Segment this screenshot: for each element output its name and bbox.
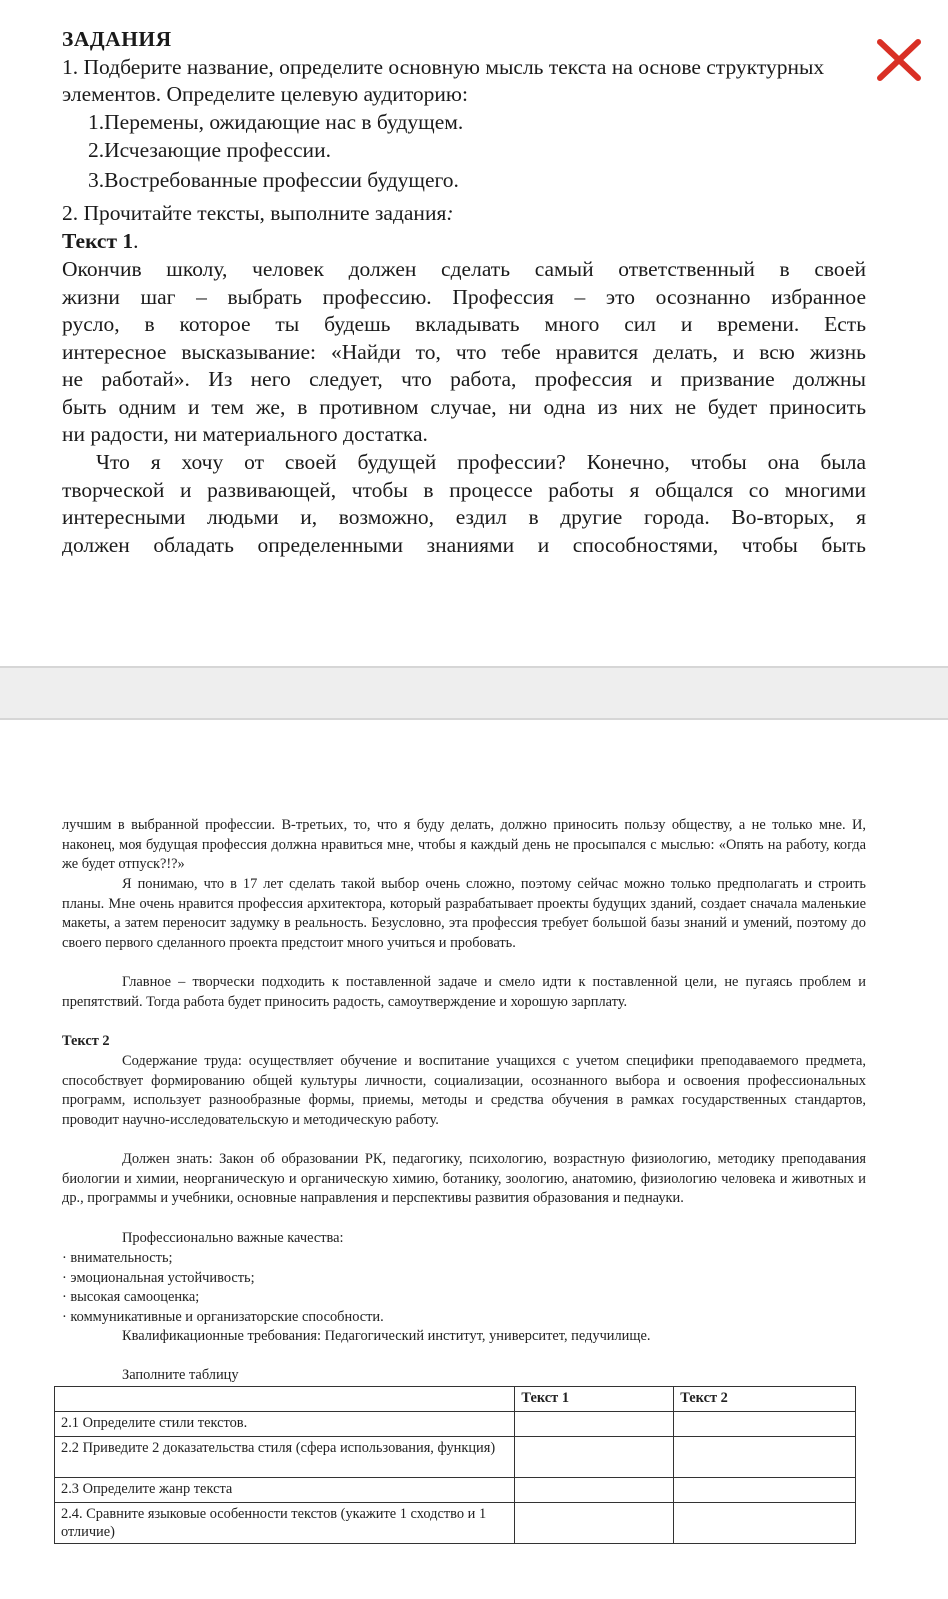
table-header-row xyxy=(55,1387,856,1412)
option-1: 1.Перемены, ожидающие нас в будущем. xyxy=(88,110,464,134)
tasks-heading: ЗАДАНИЯ xyxy=(62,27,172,51)
quality-item: · внимательность; xyxy=(62,1250,173,1266)
table-header-text-1: Текст 1 xyxy=(515,1387,674,1412)
table-answer-cell[interactable] xyxy=(674,1478,856,1503)
table-row xyxy=(55,1478,856,1503)
page-two xyxy=(0,716,948,1599)
quality-item: · коммуникативные и организаторские способности. xyxy=(62,1309,384,1325)
text-line: жизни шаг – выбрать профессию. Профессия – это осознанно избранное xyxy=(62,284,866,309)
text-line: Что я хочу от своей будущей профессии? Конечно, чтобы она была xyxy=(96,450,866,474)
text-line: быть одним и тем же, в противном случае, ни одна из них не будет приносить xyxy=(62,394,866,419)
option-2: 2.Исчезающие профессии. xyxy=(88,138,331,162)
table-answer-cell[interactable] xyxy=(674,1437,856,1478)
quality-item: · высокая самооценка; xyxy=(62,1289,200,1305)
table-row xyxy=(55,1503,856,1544)
text-1-continuation: лучшим в выбранной профессии. В-третьих, то, что я буду делать, должно приносить пользу обществу, а не только мне. И, наконец, моя будущая профессия должна нравиться мне, чтобы я каждый день не просыпался с мыслью: «Опять на работу, когда же будет отпуск?!?» xyxy=(62,817,866,873)
text-line: ни радости, ни материального достатка. xyxy=(62,422,428,446)
text-line: интересными людьми и, возможно, ездил в другие города. Во-вторых, я xyxy=(62,505,866,529)
option-3: 3.Востребованные профессии будущего. xyxy=(88,168,459,192)
table-header-empty xyxy=(55,1387,515,1412)
text-line: должен обладать определенными знаниями и способностями, чтобы быть xyxy=(62,532,866,557)
qualification-requirements: Квалификационные требования: Педагогический институт, университет, педучилище. xyxy=(122,1328,651,1344)
text-1-paragraph-1 xyxy=(62,256,866,449)
table-answer-cell[interactable] xyxy=(515,1503,674,1544)
table-answer-cell[interactable] xyxy=(515,1478,674,1503)
text-line: Окончив школу, человек должен сделать самый ответственный в своей xyxy=(62,257,866,281)
table-header-text-2: Текст 2 xyxy=(674,1387,856,1412)
text-1-paragraph-2 xyxy=(62,449,866,559)
table-answer-cell[interactable] xyxy=(515,1412,674,1437)
table-row-question: 2.2 Приведите 2 доказательства стиля (сфера использования, функция) xyxy=(55,1437,515,1478)
table-answer-cell[interactable] xyxy=(674,1503,856,1544)
table-row xyxy=(55,1412,856,1437)
table-row-question: 2.1 Определите стили текстов. xyxy=(55,1412,515,1437)
table-answer-cell[interactable] xyxy=(515,1437,674,1478)
text-line: интересное высказывание: «Найди то, что тебе нравится делать, и всю жизнь xyxy=(62,339,866,364)
text-1-label: Текст 1. xyxy=(62,229,139,253)
text-line: творческой и развивающей, чтобы в процессе работы я общался со многими xyxy=(62,477,866,502)
close-icon[interactable] xyxy=(876,38,922,82)
task-2-text: 2. Прочитайте тексты, выполните задания: xyxy=(62,201,454,225)
text-line: русло, в которое ты будешь вкладывать много сил и времени. Есть xyxy=(62,312,866,336)
text-2-paragraph-2: Должен знать: Закон об образовании РК, педагогику, психологию, возрастную физиологию, методику преподавания биологии и химии, неорганическую и органическую химию, ботанику, зоологию, анатомию, физиологию человека и животных и др., программы и учебники, основные направления и перспективы развития образования и педнауки. xyxy=(62,1151,866,1207)
qualities-title: Профессионально важные качества: xyxy=(122,1230,344,1246)
table-row-question: 2.3 Определите жанр текста xyxy=(55,1478,515,1503)
text-1-paragraph-4: Главное – творчески подходить к поставленной задаче и смело идти к поставленной цели, не пугаясь проблем и препятствий. Тогда работа будет приносить радость, самоутверждение и хорошую зарплату. xyxy=(62,974,866,1010)
table-answer-cell[interactable] xyxy=(674,1412,856,1437)
answer-table xyxy=(54,1386,856,1544)
text-2-paragraph-1: Содержание труда: осуществляет обучение и воспитание учащихся с учетом специфики преподаваемого предмета, способствует формированию общей культуры личности, социализации, осознанного выбора и освоения профессиональных программ, использует разнообразные формы, приемы, методы и средства обучения в рамках государственных стандартов, проводит научно-исследовательскую и методическую работу. xyxy=(62,1053,866,1128)
fill-table-instruction: Заполните таблицу xyxy=(122,1367,239,1383)
text-line: не работай». Из него следует, что работа, профессия и призвание должны xyxy=(62,367,866,391)
table-row xyxy=(55,1437,856,1478)
table-row-question: 2.4. Сравните языковые особенности текстов (укажите 1 сходство и 1 отличие) xyxy=(55,1503,515,1544)
page-separator xyxy=(0,666,948,720)
text-2-label: Текст 2 xyxy=(62,1033,110,1049)
text-1-paragraph-3: Я понимаю, что в 17 лет сделать такой выбор очень сложно, поэтому сейчас можно только предполагать и строить планы. Мне очень нравится профессия архитектора, который разрабатывает проекты будущих зданий, создает сначала маленькие макеты, а затем переносит задумку в реальность. Безусловно, эта профессия требует большой базы знаний и умений, поэтому до своего первого сделанного проекта предстоит много учиться и пробовать. xyxy=(62,876,866,951)
quality-item: · эмоциональная устойчивость; xyxy=(62,1270,255,1286)
page-one xyxy=(0,0,948,680)
task-1-text: 1. Подберите название, определите основную мысль текста на основе структурных элементов. Определите целевую аудиторию: xyxy=(62,55,825,106)
